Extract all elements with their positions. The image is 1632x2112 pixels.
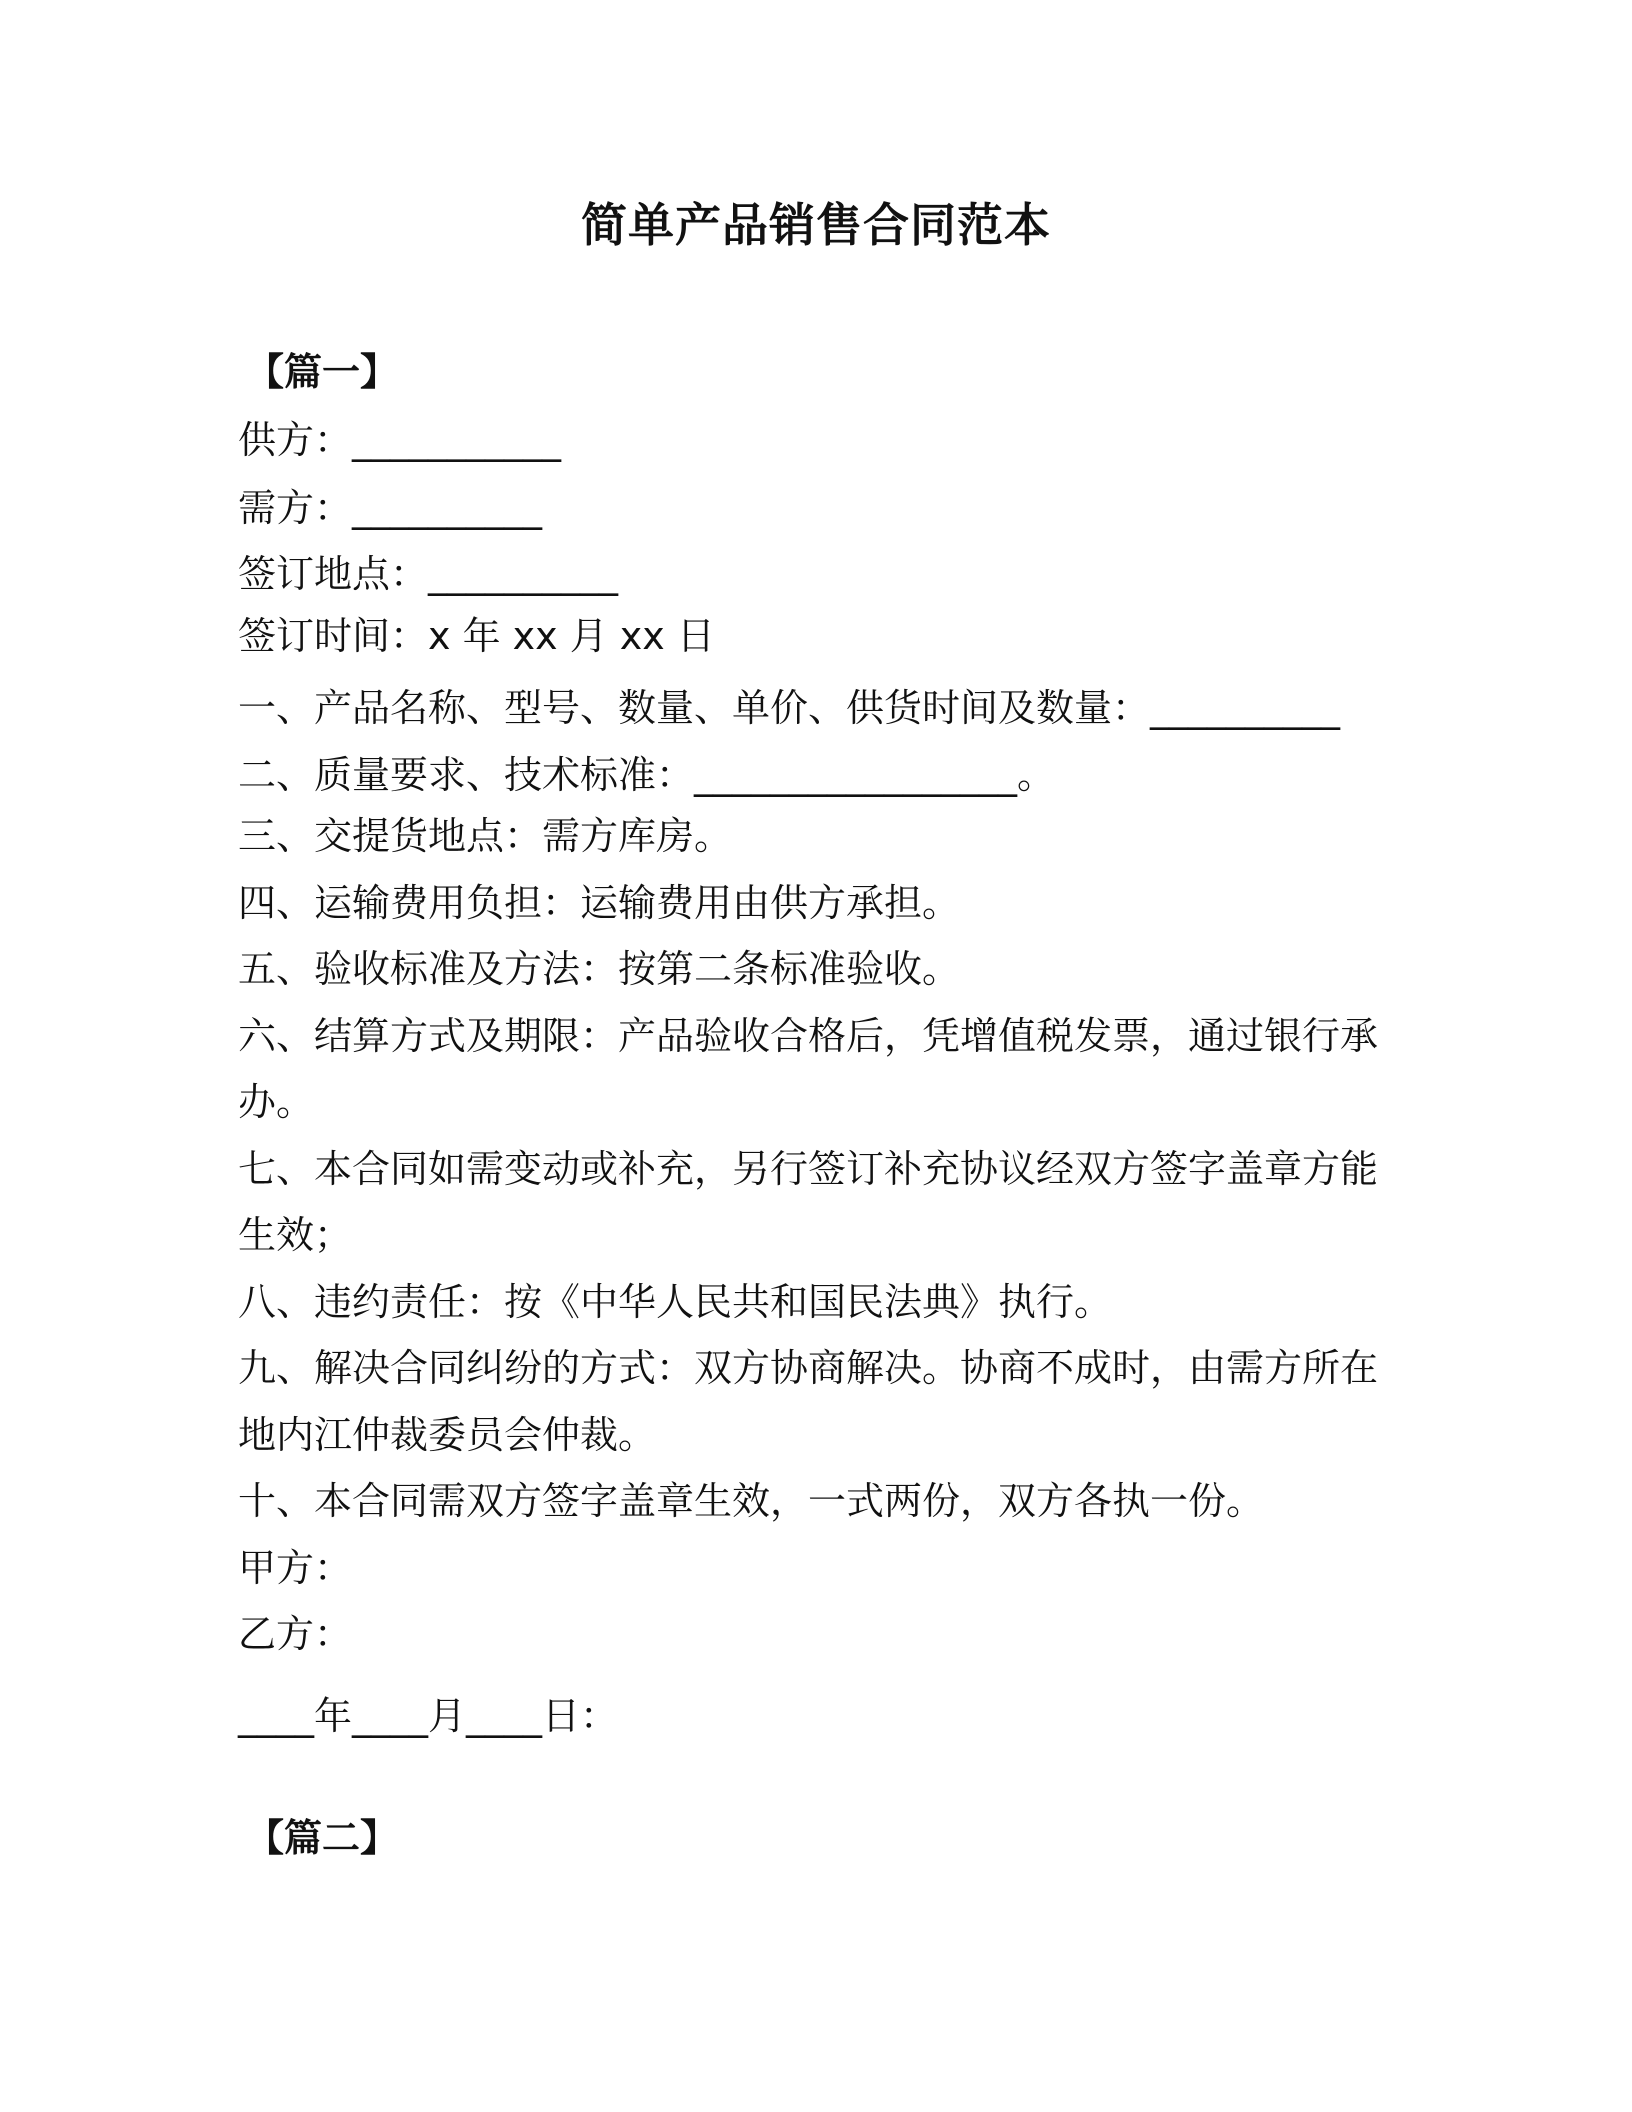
clause-10: 十、本合同需双方签字盖章生效，一式两份，双方各执一份。 [238,1479,1265,1523]
section-heading-1: 【篇一】 [246,350,399,394]
clause-6-line-1: 六、结算方式及期限：产品验收合格后，凭增值税发票，通过银行承 [238,1014,1379,1058]
section-heading-2: 【篇二】 [246,1816,399,1860]
clause-9-line-2: 地内江仲裁委员会仲裁。 [238,1413,657,1457]
party-a-field: 甲方： [238,1546,353,1590]
document-title: 简单产品销售合同范本 [581,198,1051,252]
supplier-field: 供方：___________ [238,418,562,462]
party-b-field: 乙方： [238,1612,353,1656]
clause-7-line-2: 生效； [238,1213,353,1257]
clause-9-line-1: 九、解决合同纠纷的方式：双方协商解决。协商不成时，由需方所在 [238,1346,1379,1390]
sign-time-field: 签订时间：x 年 xx 月 xx 日 [238,614,715,658]
clause-2: 二、质量要求、技术标准：_________________。 [238,753,1056,797]
clause-6-line-2: 办。 [238,1080,315,1124]
sign-place-field: 签订地点：__________ [238,552,619,596]
clause-8: 八、违约责任：按《中华人民共和国民法典》执行。 [238,1280,1113,1324]
date-field: ____年____月____日： [238,1694,619,1738]
clause-5: 五、验收标准及方法：按第二条标准验收。 [238,947,961,991]
clause-7-line-1: 七、本合同如需变动或补充，另行签订补充协议经双方签字盖章方能 [238,1147,1379,1191]
clause-4: 四、运输费用负担：运输费用由供方承担。 [238,881,961,925]
clause-3: 三、交提货地点：需方库房。 [238,814,733,858]
buyer-field: 需方：__________ [238,486,543,530]
clause-1: 一、产品名称、型号、数量、单价、供货时间及数量：__________ [238,686,1341,730]
